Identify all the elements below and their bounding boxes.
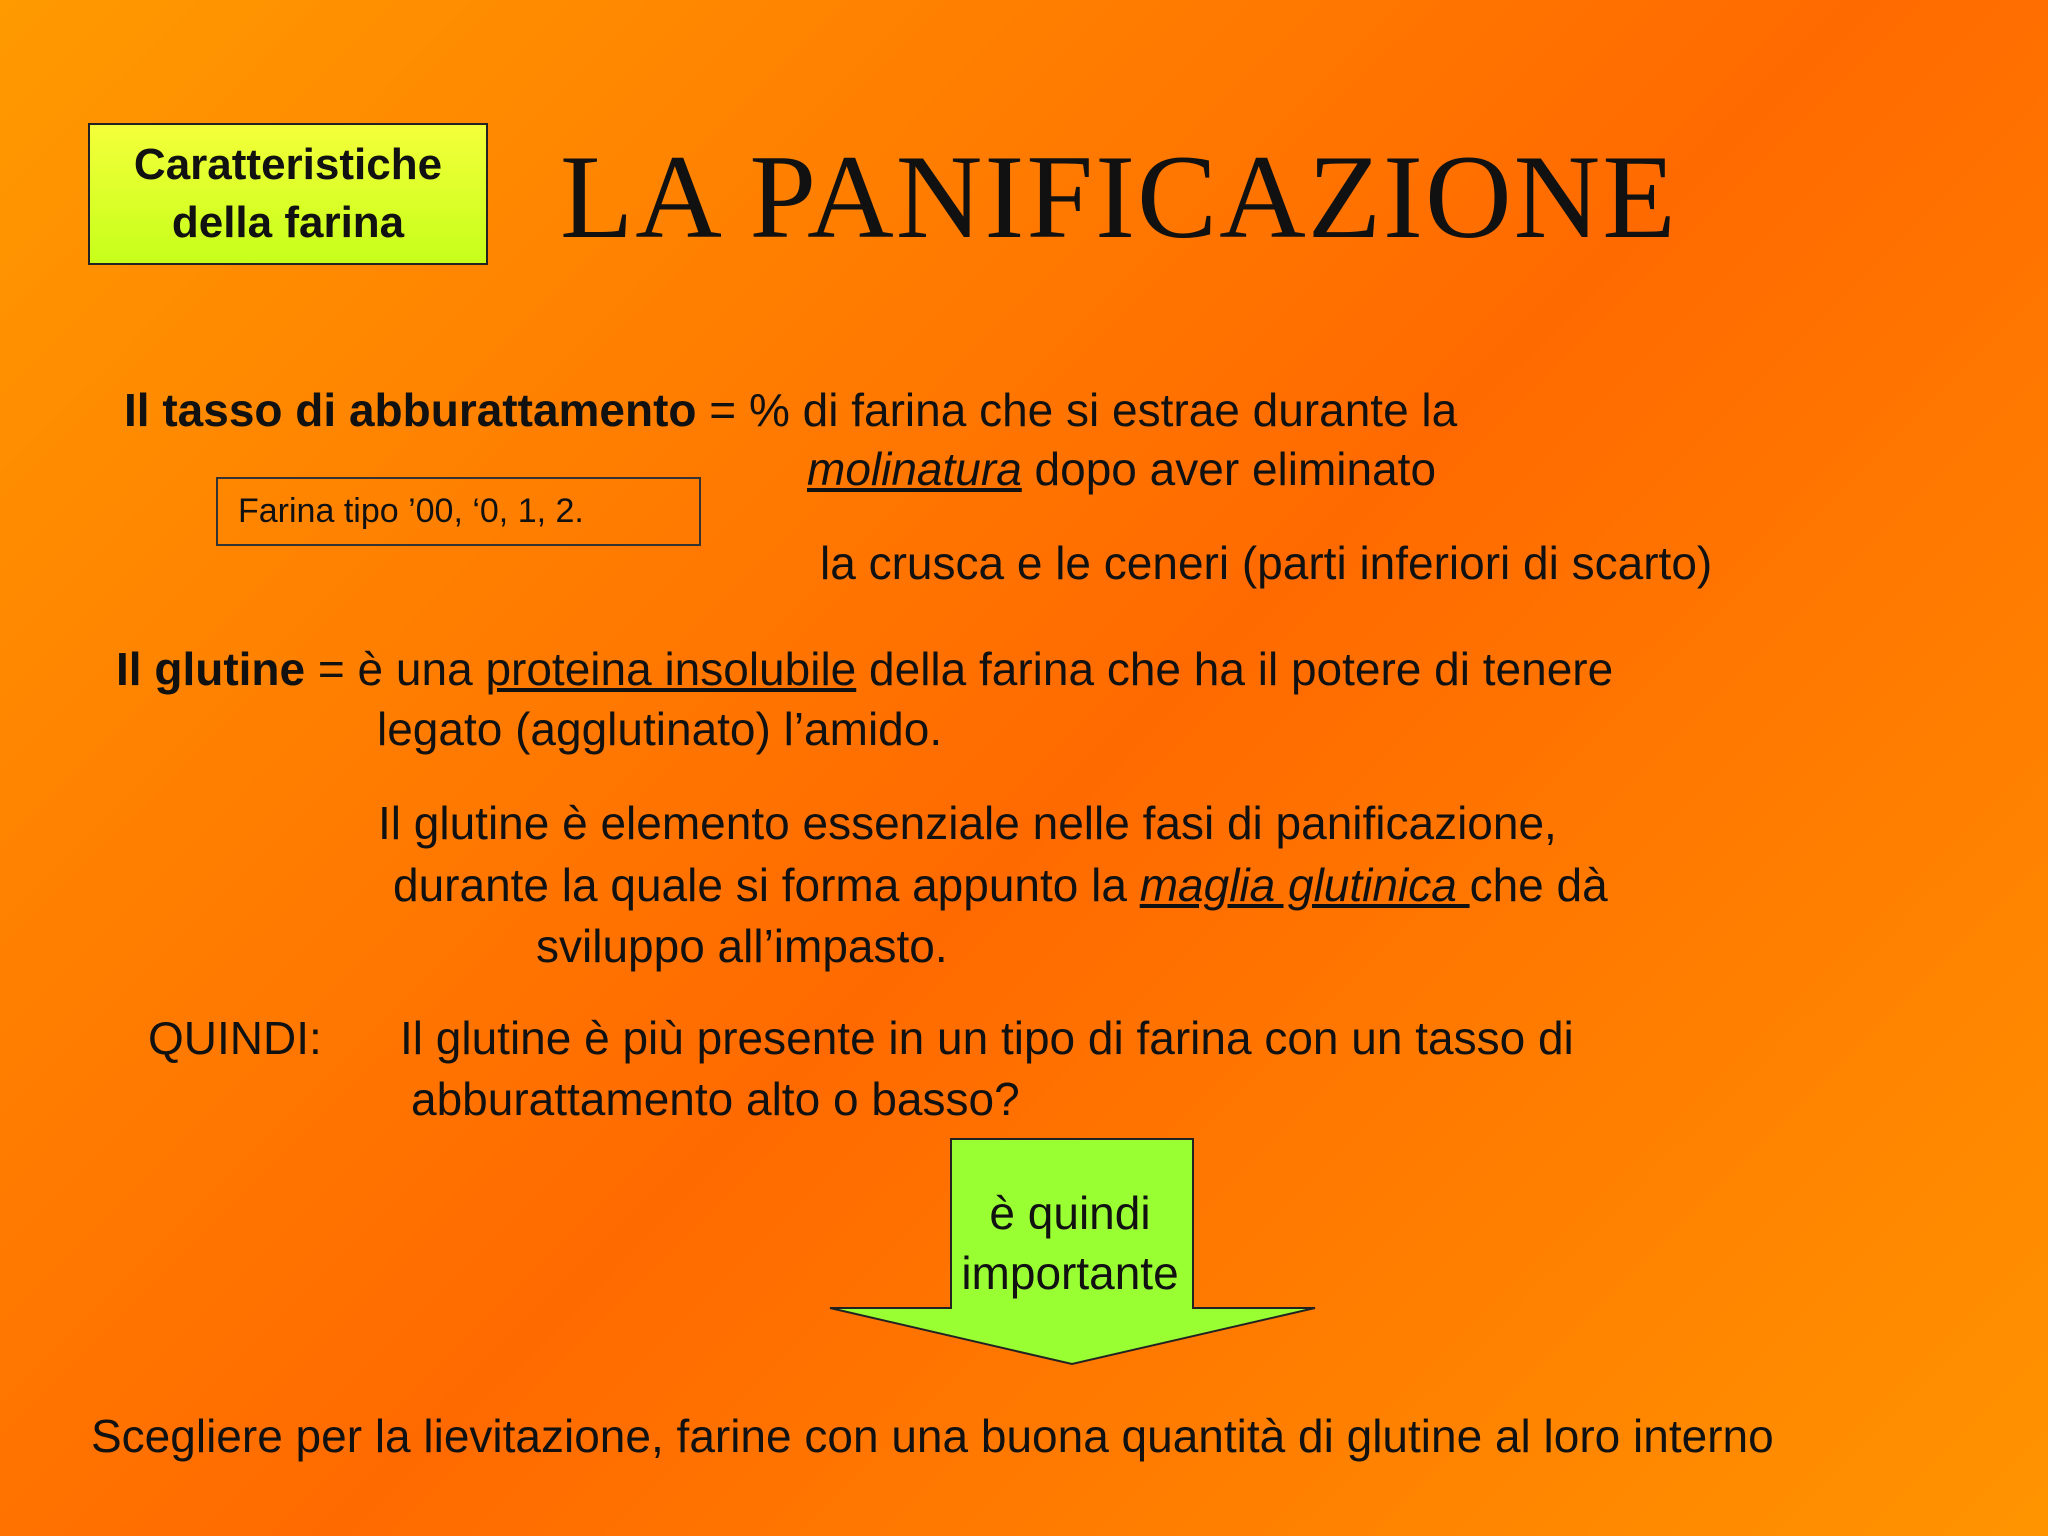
caratteristiche-box [88, 123, 488, 265]
arrow-line-1: è quindi [989, 1187, 1151, 1239]
glutine-def-b: della farina che ha il potere di tenere [856, 643, 1614, 695]
tasso-def-a: = % di farina che si estrae durante la [696, 384, 1458, 436]
glutine-p2-b: durante la quale si forma appunto la [393, 859, 1140, 911]
tasso-def-b: dopo aver eliminato [1021, 443, 1437, 495]
glutine-p2-line-3: sviluppo all’impasto. [536, 920, 948, 972]
arrow-line-2: importante [961, 1247, 1179, 1299]
glutine-p2-c: che dà [1469, 859, 1608, 911]
molinatura-term: molinatura [807, 443, 1022, 495]
tasso-line-2 [807, 441, 1436, 497]
glutine-line-2: legato (agglutinato) l’amido. [377, 703, 943, 755]
glutine-term: Il glutine [116, 643, 306, 695]
tag-line-1: Caratteristiche [133, 140, 443, 189]
glutine-line-1 [116, 641, 1613, 697]
farina-tipo-box: Farina tipo ’00, ‘0, 1, 2. [216, 477, 701, 546]
quindi-label: QUINDI: [148, 1012, 322, 1064]
conclusion-text: Scegliere per la lievitazione, farine con una buona quantità di glutine al loro interno [91, 1410, 1774, 1462]
arrow-label [950, 1183, 1190, 1303]
tag-line-2: della farina [171, 198, 405, 247]
quindi-line-1: Il glutine è più presente in un tipo di farina con un tasso di [400, 1012, 1574, 1064]
maglia-glutinica: maglia glutinica [1139, 859, 1470, 911]
glutine-def-a: = è una [305, 643, 486, 695]
tasso-line-1 [124, 382, 1457, 438]
glutine-p2-line-2 [393, 857, 1608, 913]
tasso-term: Il tasso di abburattamento [124, 384, 697, 436]
page-title: LA PANIFICAZIONE [560, 130, 1678, 263]
glutine-p2-line-1: Il glutine è elemento essenziale nelle fasi di panificazione, [378, 797, 1557, 849]
proteina-insolubile: proteina insolubile [485, 643, 857, 695]
tasso-line-3: la crusca e le ceneri (parti inferiori di scarto) [820, 537, 1713, 589]
quindi-line-2: abburattamento alto o basso? [411, 1073, 1020, 1125]
